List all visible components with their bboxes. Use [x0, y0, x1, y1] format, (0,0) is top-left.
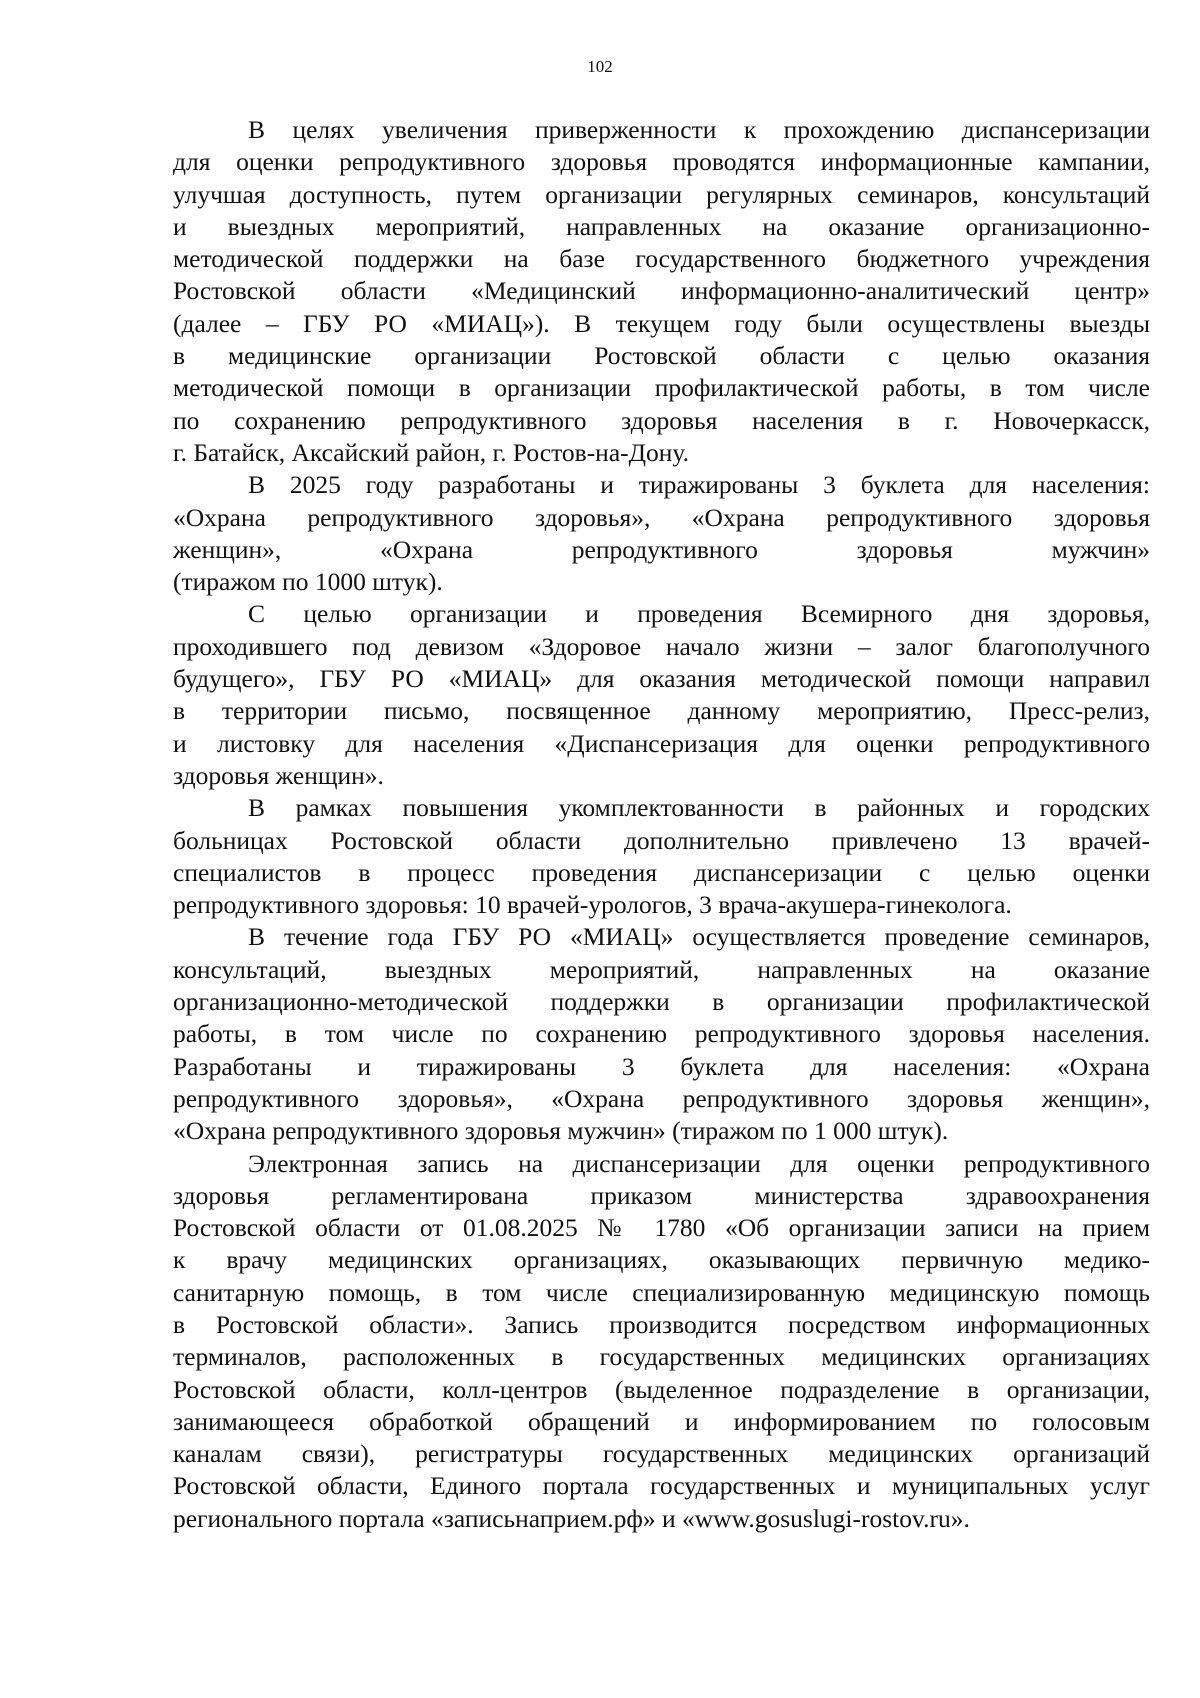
text-line: Разработаны и тиражированы 3 буклета для населения: «Охрана: [173, 1051, 1150, 1081]
text-line: проходившего под девизом «Здоровое начало жизни – залог благополучного: [173, 631, 1150, 661]
text-line: занимающееся обработкой обращений и информированием по голосовым: [173, 1406, 1150, 1436]
text-line: С целью организации и проведения Всемирного дня здоровья,: [248, 599, 1150, 629]
text-line: Ростовской области, Единого портала государственных и муниципальных услуг: [173, 1471, 1150, 1501]
text-line: Электронная запись на диспансеризации для оценки репродуктивного: [248, 1148, 1150, 1178]
text-line: регионального портала «записьнаприем.рф» и «www.gosuslugi-rostov.ru».: [173, 1503, 970, 1533]
text-line: методической помощи в организации профилактической работы, в том числе: [173, 373, 1150, 403]
text-line: больницах Ростовской области дополнительно привлечено 13 врачей-: [173, 825, 1150, 855]
text-line: организационно-методической поддержки в организации профилактической: [173, 987, 1150, 1017]
text-line: В течение года ГБУ РО «МИАЦ» осуществляется проведение семинаров,: [248, 922, 1150, 952]
text-line: в территории письмо, посвященное данному мероприятию, Пресс-релиз,: [173, 696, 1150, 726]
text-line: к врачу медицинских организациях, оказывающих первичную медико-: [173, 1245, 1150, 1275]
page-number: 102: [587, 57, 613, 76]
text-line: здоровья женщин».: [173, 760, 384, 790]
paragraph-world-health-day: [173, 598, 1150, 792]
paragraph-outreach-campaigns: [173, 114, 1150, 469]
text-line: репродуктивного здоровья», «Охрана репродуктивного здоровья женщин»,: [173, 1083, 1150, 1113]
text-line: Ростовской области, колл-центров (выделенное подразделение в организации,: [173, 1374, 1150, 1404]
text-line: для оценки репродуктивного здоровья проводятся информационные кампании,: [173, 147, 1150, 177]
paragraph-staffing: [173, 792, 1150, 921]
text-line: В рамках повышения укомплектованности в районных и городских: [248, 793, 1150, 823]
text-line: санитарную помощь, в том числе специализированную медицинскую помощь: [173, 1277, 1150, 1307]
text-line: (далее – ГБУ РО «МИАЦ»). В текущем году были осуществлены выезды: [173, 308, 1150, 338]
document-body: [173, 114, 1150, 1535]
text-line: Ростовской области от 01.08.2025 № 1780 «Об организации записи на прием: [173, 1213, 1150, 1243]
text-line: консультаций, выездных мероприятий, направленных на оказание: [173, 954, 1150, 984]
text-line: здоровья регламентирована приказом министерства здравоохранения: [173, 1180, 1150, 1210]
text-line: г. Батайск, Аксайский район, г. Ростов-на-Дону.: [173, 437, 690, 467]
text-line: каналам связи), регистратуры государственных медицинских организаций: [173, 1439, 1150, 1469]
text-line: улучшая доступность, путем организации регулярных семинаров, консультаций: [173, 179, 1150, 209]
paragraph-booklets-2025: [173, 469, 1150, 598]
text-line: в Ростовской области». Запись производится посредством информационных: [173, 1309, 1150, 1339]
text-line: В 2025 году разработаны и тиражированы 3 буклета для населения:: [248, 470, 1150, 500]
text-line: терминалов, расположенных в государственных медицинских организациях: [173, 1342, 1150, 1372]
text-line: В целях увеличения приверженности к прохождению диспансеризации: [248, 115, 1150, 144]
text-line: и выездных мероприятий, направленных на оказание организационно-: [173, 211, 1150, 241]
text-line: будущего», ГБУ РО «МИАЦ» для оказания методической помощи направил: [173, 664, 1150, 694]
text-line: методической поддержки на базе государственного бюджетного учреждения: [173, 244, 1150, 274]
text-line: в медицинские организации Ростовской области с целью оказания: [173, 341, 1150, 371]
text-line: Ростовской области «Медицинский информационно-аналитический центр»: [173, 276, 1150, 306]
text-line: «Охрана репродуктивного здоровья», «Охрана репродуктивного здоровья: [173, 502, 1150, 532]
paragraph-seminars: [173, 921, 1150, 1147]
text-line: (тиражом по 1000 штук).: [173, 567, 443, 597]
text-line: женщин», «Охрана репродуктивного здоровья мужчин»: [173, 534, 1150, 564]
text-line: репродуктивного здоровья: 10 врачей-урологов, 3 врача-акушера-гинеколога.: [173, 890, 1012, 920]
text-line: и листовку для населения «Диспансеризация для оценки репродуктивного: [173, 728, 1150, 758]
text-line: работы, в том числе по сохранению репродуктивного здоровья населения.: [173, 1019, 1150, 1049]
text-line: по сохранению репродуктивного здоровья населения в г. Новочеркасск,: [173, 405, 1150, 435]
text-line: специалистов в процесс проведения диспансеризации с целью оценки: [173, 857, 1150, 887]
paragraph-electronic-registration: [173, 1148, 1150, 1536]
text-line: «Охрана репродуктивного здоровья мужчин» (тиражом по 1 000 штук).: [173, 1116, 949, 1146]
